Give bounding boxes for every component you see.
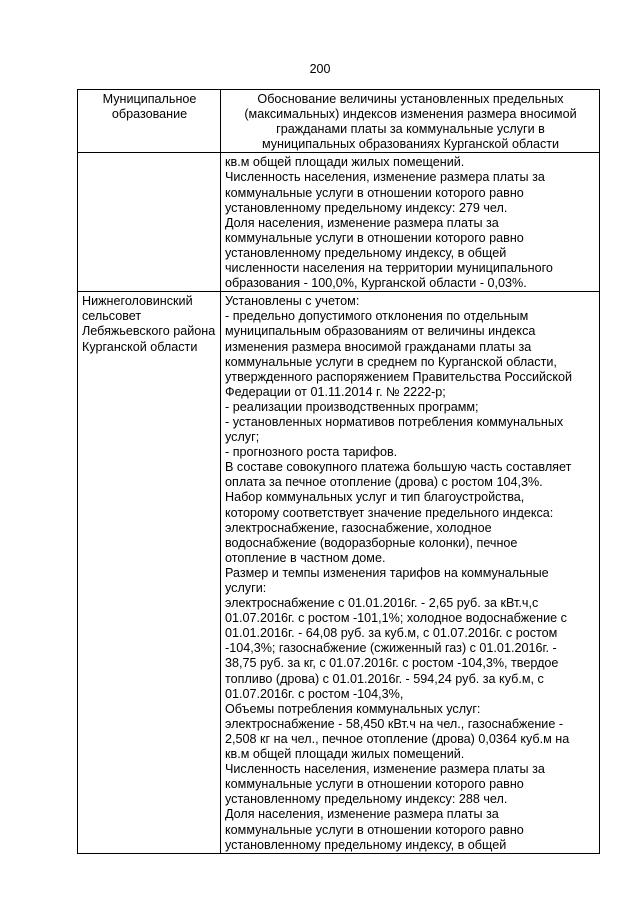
justification-line: В составе совокупного платежа большую часть составляет [225,460,572,475]
justification-line: - установленных нормативов потребления коммунальных [225,414,564,429]
justification-line: установленному предельному индексу, в общей [225,245,507,260]
justification-line: установленному предельному индексу, в общей [225,837,507,852]
table-header-row [78,90,600,153]
justification-line: Федерации от 01.11.2014 г. № 2222-р; [225,384,446,399]
justification-cell [221,292,600,853]
municipality-line: Курганской области [82,339,198,354]
municipality-line: сельсовет [82,309,142,324]
justification-line: электроснабжение с 01.01.2016г. - 2,65 руб. за кВт.ч,с [225,596,539,611]
justification-cell [221,153,600,292]
table-row [78,292,600,853]
municipality-cell [78,153,221,292]
justification-line: 01.01.2016г. - 64,08 руб. за куб.м, с 01.07.2016г. с ростом [225,626,558,641]
justification-line: оплата за печное отопление (дрова) с ростом 104,3%. [225,475,543,490]
justification-line: услуг; [225,430,260,445]
justification-line: коммунальные услуги в отношении которого равно [225,185,524,200]
justification-line: - предельно допустимого отклонения по отдельным [225,309,529,324]
justification-line: установленному предельному индексу: 288 чел. [225,792,508,807]
justification-line: электроснабжение, газоснабжение, холодное [225,520,492,535]
municipality-cell [78,292,221,853]
justification-line: образования - 100,0%, Курганской области - 0,03%. [225,276,527,291]
justification-line: Установлены с учетом: [225,294,360,309]
justification-line: утвержденного распоряжением Правительства Российской [225,369,573,384]
justification-line: которому соответствует значение предельного индекса: [225,505,554,520]
justification-line: коммунальные услуги в отношении которого равно [225,777,524,792]
justification-line: изменения размера вносимой гражданами платы за [225,339,532,354]
justification-line: кв.м общей площади жилых помещений. [225,747,465,762]
justification-line: 01.07.2016г. с ростом -104,3%, [225,686,404,701]
header-justification-line: Обоснование величины установленных предельных [257,92,564,106]
justification-line: отопление в частном доме. [225,550,386,565]
municipality-line: Лебяжьевского района [82,324,216,339]
justification-line: Размер и темпы изменения тарифов на коммунальные [225,565,549,580]
justification-line: Набор коммунальных услуг и тип благоустройства, [225,490,525,505]
justification-line: 38,75 руб. за кг, с 01.07.2016г. с ростом -104,3%, твердое [225,656,559,671]
justification-line: 01.07.2016г. с ростом -101,1%; холодное водоснабжение с [225,611,567,626]
justification-line: - прогнозного роста тарифов. [225,445,398,460]
justification-line: муниципальным образованиям от величины индекса [225,324,536,339]
justification-line: коммунальные услуги в среднем по Курганской области, [225,354,557,369]
justification-line: топливо (дрова) с 01.01.2016г. - 594,24 руб. за куб.м, с [225,671,544,686]
justification-line: услуги: [225,581,267,595]
table-row [78,153,600,292]
justification-line: -104,3%; газоснабжение (сжиженный газ) с 01.01.2016г. - [225,641,557,656]
header-municipality [78,90,221,153]
justification-line: Доля населения, изменение размера платы за [225,807,499,822]
justification-line: Доля населения, изменение размера платы за [225,215,499,230]
justification-line: установленному предельному индексу: 279 чел. [225,200,508,215]
justification-line: коммунальные услуги в отношении которого равно [225,230,524,245]
justification-line: Численность населения, изменение размера платы за [225,170,545,185]
justification-line: 2,508 кг на чел., печное отопление (дрова) 0,0364 куб.м на [225,731,570,746]
justification-line: коммунальные услуги в отношении которого равно [225,822,524,837]
justification-line: электроснабжение - 58,450 кВт.ч на чел., газоснабжение - [225,716,564,731]
justification-line: - реализации производственных программ; [225,399,479,414]
header-municipality-line: Муниципальное [102,92,197,106]
municipality-line: Нижнеголовинский [82,294,193,309]
justification-line: Численность населения, изменение размера платы за [225,762,545,777]
header-municipality-line: образование [111,107,188,122]
header-justification-line: (максимальных) индексов изменения размера вносимой [244,107,577,122]
justification-line: водоснабжение (водоразборные колонки), печное [225,535,518,550]
justification-line: численности населения на территории муниципального [225,261,553,276]
header-justification-line: гражданами платы за коммунальные услуги в [276,122,545,137]
justification-line: кв.м общей площади жилых помещений. [225,155,465,170]
page-number: 200 [309,62,331,76]
header-justification [221,90,600,153]
municipal-index-table [77,89,600,854]
table-body [78,153,600,853]
header-justification-line: муниципальных образованиях Курганской области [261,137,560,152]
justification-line: Объемы потребления коммунальных услуг: [225,701,481,716]
